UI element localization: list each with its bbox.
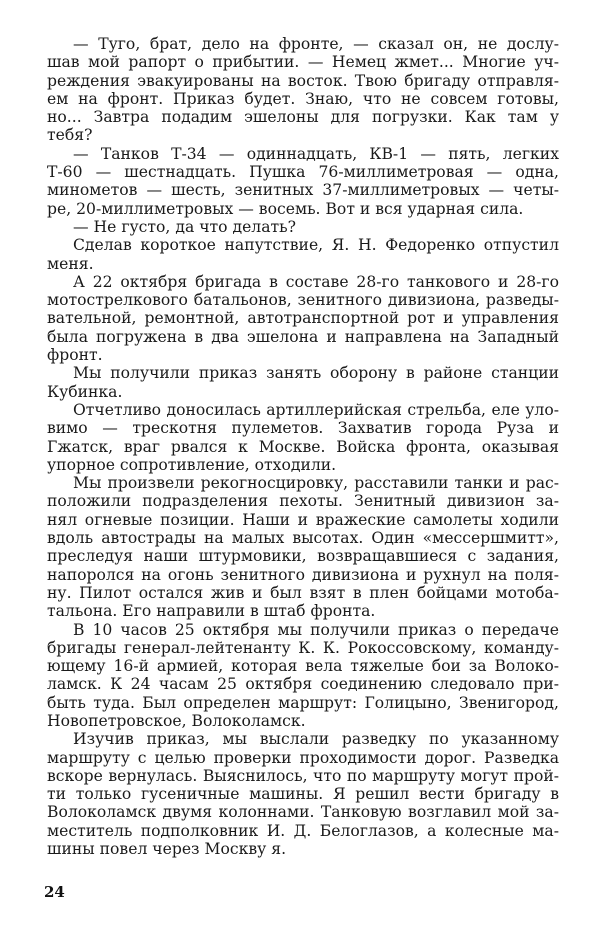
text-line: но... Завтра подадим эшелоны для погрузки. Как там у bbox=[47, 108, 559, 127]
paragraph bbox=[47, 474, 559, 620]
text-line: ну. Пилот остался жив и был взят в плен бойцами мотоба- bbox=[47, 583, 559, 602]
paragraph bbox=[47, 401, 559, 474]
paragraph bbox=[47, 218, 559, 236]
text-line: положили подразделения пехоты. Зенитный дивизион за- bbox=[47, 492, 559, 511]
text-line: меститель подполковник И. Д. Белоглазов, а колесные ма- bbox=[47, 821, 559, 840]
text-line: Т-60 — шестнадцать. Пушка 76-миллиметровая — одна, bbox=[47, 163, 559, 182]
text-line: фронт. bbox=[47, 346, 103, 365]
text-line: маршруту с целью проверки проходимости дорог. Разведка bbox=[47, 748, 559, 767]
text-line: — Не густо, да что делать? bbox=[73, 217, 296, 236]
text-line: Изучив приказ, мы выслали разведку по указанному bbox=[73, 730, 559, 749]
text-line: В 10 часов 25 октября мы получили приказ о передаче bbox=[73, 620, 559, 639]
text-line: ем на фронт. Приказ будет. Знаю, что не совсем готовы, bbox=[47, 89, 559, 108]
paragraph bbox=[47, 273, 559, 364]
text-line: вдоль автострады на малых высотах. Один «мессершмитт», bbox=[47, 529, 559, 548]
text-line: шав мой рапорт о прибытии. — Немец жмет... Многие уч- bbox=[47, 53, 559, 72]
text-line: напоролся на огонь зенитного дивизиона и рухнул на поля- bbox=[47, 565, 559, 584]
text-line: ламск. К 24 часам 25 октября соединению следовало при- bbox=[47, 675, 559, 694]
paragraph bbox=[47, 364, 559, 401]
text-line: Сделав короткое напутствие, Я. Н. Федоренко отпустил bbox=[73, 236, 559, 255]
text-line: вательной, ремонтной, автотранспортной рот и управления bbox=[47, 309, 559, 328]
text-line: ре, 20-миллиметровых — восемь. Вот и вся ударная сила. bbox=[47, 199, 524, 218]
text-line: — Туго, брат, дело на фронте, — сказал он, не дослу- bbox=[73, 35, 559, 53]
page-number: 24 bbox=[44, 883, 65, 901]
text-line: Гжатск, враг рвался к Москве. Войска фронта, оказывая bbox=[47, 437, 559, 456]
text-line: тебя? bbox=[47, 126, 93, 145]
text-line: Отчетливо доносилась артиллерийская стрельба, еле уло- bbox=[73, 400, 559, 419]
text-line: Новопетровское, Волоколамск. bbox=[47, 711, 306, 730]
book-page-text bbox=[47, 35, 559, 858]
text-line: преследуя наши штурмовики, возвращавшиеся с задания, bbox=[47, 547, 559, 566]
text-line: упорное сопротивление, отходили. bbox=[47, 455, 337, 474]
text-line: — Танков Т-34 — одиннадцать, КВ-1 — пять, легких bbox=[73, 144, 559, 163]
text-line: меня. bbox=[47, 254, 94, 273]
text-line: минометов — шесть, зенитных 37-миллиметровых — четы- bbox=[47, 181, 559, 200]
text-line: была погружена в два эшелона и направлена на Западный bbox=[47, 327, 559, 346]
text-line: мотострелкового батальонов, зенитного дивизиона, разведы- bbox=[47, 291, 559, 310]
paragraph bbox=[47, 621, 559, 731]
text-line: ти только гусеничные машины. Я решил вести бригаду в bbox=[47, 785, 559, 804]
text-line: быть туда. Был определен маршрут: Голицыно, Звенигород, bbox=[47, 693, 559, 712]
text-line: Мы получили приказ занять оборону в районе станции bbox=[73, 364, 559, 383]
paragraph bbox=[47, 35, 559, 145]
text-line: Волоколамск двумя колоннами. Танковую возглавил мой за- bbox=[47, 803, 559, 822]
text-line: вскоре вернулась. Выяснилось, что по маршруту могут прой- bbox=[47, 766, 559, 785]
paragraph bbox=[47, 730, 559, 858]
text-line: Кубинка. bbox=[47, 382, 123, 401]
paragraph bbox=[47, 236, 559, 273]
text-line: Мы произвели рекогносцировку, расставили танки и рас- bbox=[73, 474, 559, 493]
text-line: бригады генерал-лейтенанту К. К. Рокоссовскому, команду- bbox=[47, 638, 559, 657]
text-line: А 22 октября бригада в составе 28-го танкового и 28-го bbox=[73, 272, 559, 291]
text-line: тальона. Его направили в штаб фронта. bbox=[47, 602, 376, 621]
text-line: нял огневые позиции. Наши и вражеские самолеты ходили bbox=[47, 510, 559, 529]
text-line: реждения эвакуированы на восток. Твою бригаду отправля- bbox=[47, 71, 559, 90]
paragraph bbox=[47, 145, 559, 218]
text-line: ющему 16-й армией, которая вела тяжелые бои за Волоко- bbox=[47, 657, 559, 676]
text-line: шины повел через Москву я. bbox=[47, 840, 287, 859]
text-line: вимо — трескотня пулеметов. Захватив города Руза и bbox=[47, 419, 559, 438]
